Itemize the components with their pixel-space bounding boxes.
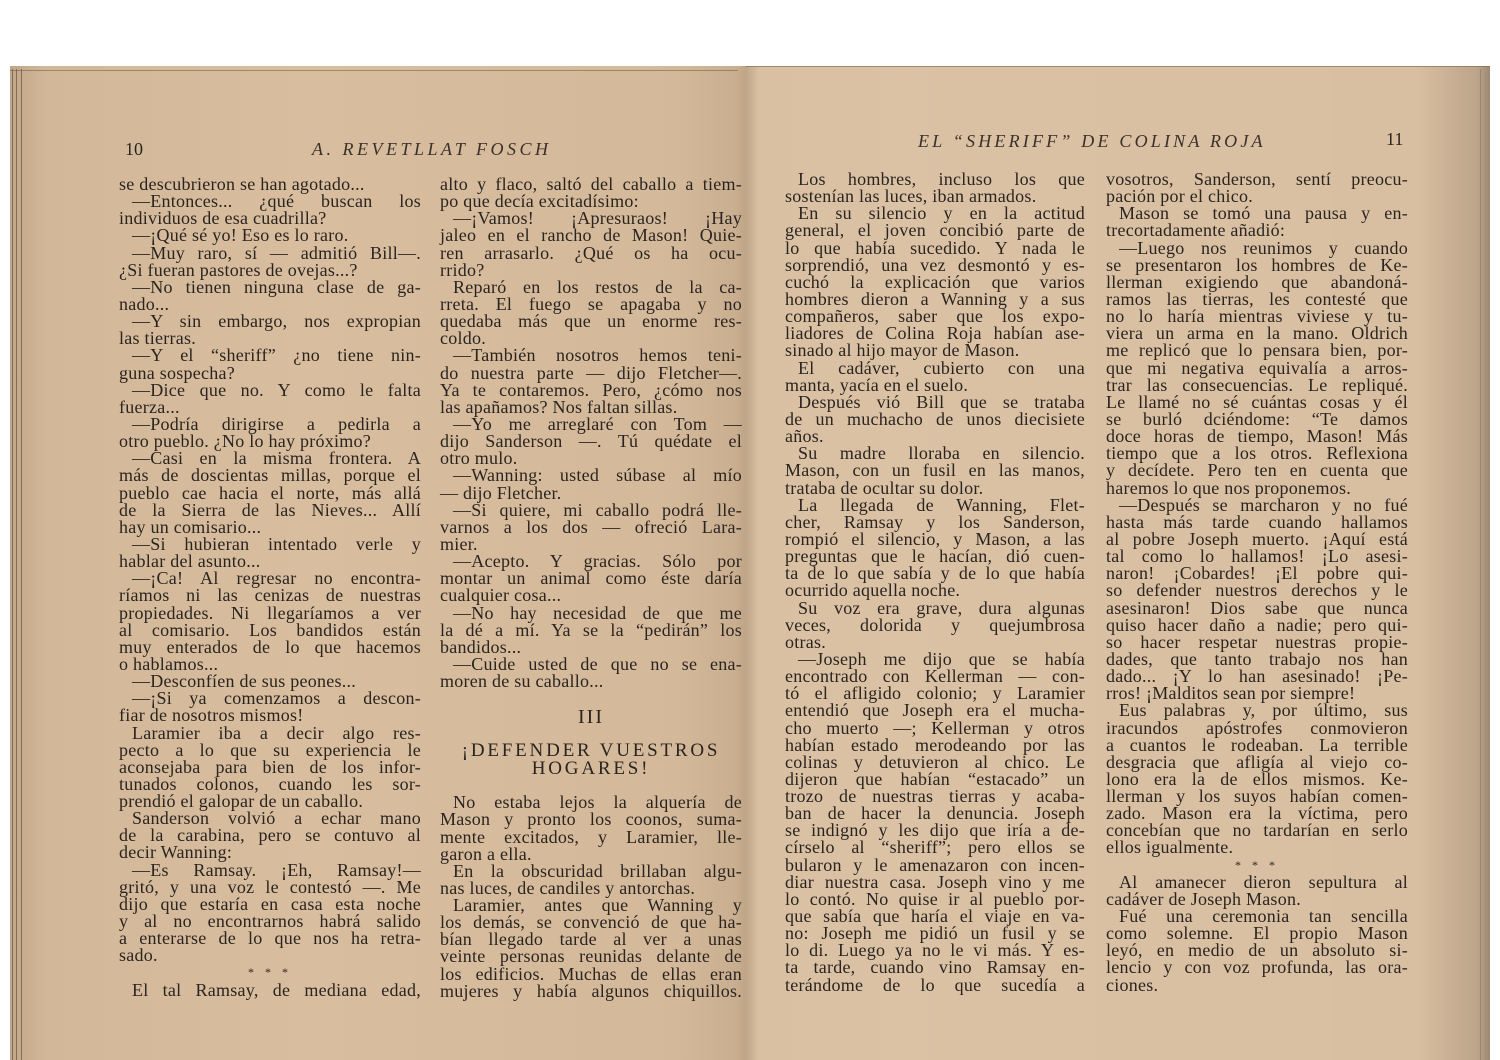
text-line: —También nosotros hemos teni-: [453, 345, 742, 366]
text-line: sado.: [119, 945, 158, 966]
paragraph: [440, 860, 742, 898]
chapter-title-line: HOGARES!: [531, 758, 651, 780]
text-line: trataba de ocultar su dolor.: [785, 477, 984, 498]
text-line: hablar del asunto...: [119, 551, 261, 572]
text-line: —¡Ca! Al regresar no encontra-: [132, 568, 421, 589]
text-line: do nuestra parte — dijo Fletcher—.: [440, 362, 742, 383]
paragraph: [785, 357, 1085, 395]
text-line: pueblo cae hacia el norte, más allá: [119, 482, 421, 503]
text-line: los edificios. Muchas de ellas eran: [440, 963, 742, 984]
text-line: trecortadamente añadió:: [1106, 220, 1286, 241]
paragraph: [440, 467, 742, 501]
text-line: las tierras.: [119, 328, 196, 349]
text-line: terándome de lo que sucedía a: [785, 974, 1085, 995]
text-line: Mason, con un fusil en las manos,: [785, 460, 1085, 481]
text-line: veinte personas reunidas delante de: [440, 946, 742, 967]
text-line: Laramier, antes que Wanning y: [453, 895, 742, 916]
text-line: Mason y pronto los coonos, suma-: [440, 809, 742, 830]
text-line: se presentaron los hombres de Ke-: [1106, 254, 1408, 275]
text-line: propiedades. Ni llegaríamos a ver: [119, 602, 421, 623]
page-edge-line: [21, 69, 22, 1060]
paragraph: [1106, 237, 1408, 498]
text-line: la dé a mí. Ya se la “pedirán” los: [440, 619, 742, 640]
left-page-number: 10: [125, 139, 143, 159]
text-line: rreta. El fuego se apagaba y no: [440, 293, 742, 314]
paragraph: [1106, 702, 1408, 856]
text-line: Sanderson volvió a echar mano: [132, 808, 421, 829]
text-line: cher, Ramsay y los Sanderson,: [785, 511, 1085, 532]
text-line: pación por el chico.: [1106, 186, 1253, 207]
section-separator: * * *: [1235, 857, 1279, 872]
text-line: fiar de nosotros mismos!: [119, 705, 304, 726]
text-line: al pobre Joseph muerto. ¡Aquí está: [1106, 528, 1408, 549]
paragraph: [1106, 205, 1408, 239]
text-line: naron! ¡Cobardes! ¡El pobre qui-: [1106, 563, 1408, 584]
text-line: No estaba lejos la alquería de: [453, 792, 742, 813]
paragraph: [440, 413, 742, 469]
text-line: rros! ¡Malditos sean por siempre!: [1106, 683, 1356, 704]
text-line: llerman y los suyos habían comen-: [1106, 786, 1408, 807]
text-line: Mason se tomó una pausa y en-: [1119, 203, 1408, 224]
text-line: dijo Sanderson —. Tú quédate el: [440, 431, 742, 452]
paragraph: [119, 533, 421, 572]
paragraph: [1106, 871, 1408, 909]
text-line: —Joseph me dijo que se había: [798, 648, 1085, 669]
text-line: hasta más tarde cuando hallamos: [1106, 511, 1408, 532]
text-line: ramos las tierras, les contesté que: [1106, 288, 1408, 309]
text-line: ban de hacer la denuncia. Joseph: [785, 803, 1085, 824]
paragraph: [119, 242, 421, 280]
text-line: tó el afligido colonio; y Laramier: [785, 683, 1085, 704]
right-page-column-1: [785, 171, 1085, 994]
paragraph: [785, 445, 1085, 496]
text-line: ocurrido aquella noche.: [785, 580, 961, 601]
text-line: El tal Ramsay, de mediana edad,: [132, 979, 421, 1000]
paragraph: [440, 210, 742, 279]
text-line: aconsejaba para bien de los infor-: [119, 756, 421, 777]
text-line: vosotros, Sanderson, sentí preocu-: [1106, 169, 1408, 189]
paragraph: [1106, 171, 1408, 205]
text-line: —Podría dirigirse a pedirla a: [132, 413, 421, 434]
text-line: dijo que estaría en casa esta noche: [119, 893, 421, 914]
text-line: gritó, y una voz le contestó —. Me: [119, 876, 421, 897]
text-line: habían estado merodeando por las: [785, 734, 1085, 755]
paragraph: [119, 276, 421, 314]
text-line: —Si hubieran intentado verle y: [132, 533, 421, 554]
text-line: alto y flaco, saltó del caballo a tiem-: [440, 174, 742, 194]
text-line: ríamos ni las cenizas de nuestras: [119, 585, 421, 606]
text-line: cualquier cosa...: [440, 585, 562, 606]
text-line: tal como lo hallamos! ¡Lo asesi-: [1106, 546, 1408, 567]
text-line: prendió el galopar de un caballo.: [119, 791, 364, 812]
text-line: se indignó y les dijo que iría a de-: [785, 820, 1085, 841]
text-line: ellos igualmente.: [1106, 837, 1234, 858]
text-line: Su voz era grave, dura algunas: [798, 597, 1085, 618]
text-line: dado... ¡Y lo han asesinado! ¡Pe-: [1106, 666, 1408, 687]
text-line: nas luces, de candiles y antorchas.: [440, 877, 696, 898]
text-line: Laramier iba a decir algo res-: [132, 722, 421, 743]
text-line: desgracia que afligía al viejo co-: [1106, 751, 1408, 772]
text-line: años.: [785, 426, 824, 447]
paragraph: [785, 391, 1085, 447]
text-line: zado. Mason era la víctima, pero: [1106, 803, 1408, 824]
text-line: lo contó. No quise ir al pueblo por-: [785, 888, 1085, 909]
paragraph: [440, 794, 742, 863]
text-line: iracundos apóstrofes conmovieron: [1106, 717, 1408, 738]
text-line: fuerza...: [119, 396, 180, 417]
text-line: Su madre lloraba en silencio.: [798, 443, 1085, 464]
text-line: moren de su caballo...: [440, 671, 604, 692]
text-line: que mi negativa equivalía a arros-: [1106, 357, 1408, 378]
text-line: La llegada de Wanning, Flet-: [798, 494, 1085, 515]
text-line: encontrado con Kellerman — con-: [785, 666, 1085, 687]
text-line: so defender nuestros derechos y le: [1106, 580, 1408, 601]
text-line: diar nuestra casa. Joseph vino y me: [785, 871, 1085, 892]
text-line: —Después se marcharon y no fué: [1119, 494, 1408, 515]
text-line: —Si quiere, mi caballo podrá lle-: [453, 499, 742, 520]
paragraph: [119, 313, 421, 347]
text-line: entendió que Joseph era el mucha-: [785, 700, 1085, 721]
text-line: las apañamos? Nos faltan sillas.: [440, 396, 678, 417]
text-line: que sabía que haría el viaje en va-: [785, 906, 1085, 927]
text-line: coldo.: [440, 328, 486, 349]
right-page-column-2: [1106, 171, 1408, 994]
text-line: lono era la de ellos mismos. Ke-: [1106, 768, 1408, 789]
text-line: Después vió Bill que se trataba: [798, 391, 1085, 412]
paragraph: [785, 205, 1085, 359]
text-line: Eus palabras y, por último, sus: [1119, 700, 1408, 721]
text-line: mier.: [440, 533, 478, 554]
text-line: lo que había sucedido. Y nada le: [785, 237, 1085, 258]
text-line: sostenían las luces, iban armados.: [785, 186, 1037, 207]
text-line: de un muchacho de unos diecisiete: [785, 408, 1085, 429]
text-line: concebían que no tardarían en serlo: [1106, 820, 1408, 841]
text-line: nado...: [119, 293, 170, 314]
text-line: Ya te contaremos. Pero, ¿cómo nos: [440, 379, 742, 400]
text-line: ren arrasarlo. ¿Qué os ha ocu-: [440, 242, 742, 263]
text-line: bandidos...: [440, 636, 522, 657]
left-running-head: A. REVETLLAT FOSCH: [312, 139, 552, 159]
text-line: otro mulo.: [440, 448, 518, 469]
text-line: bularon y le amenazaron con incen-: [785, 854, 1085, 875]
text-line: los demás, se convenció de que ha-: [440, 912, 742, 933]
text-line: cuchó la explicación que varios: [785, 271, 1085, 292]
text-line: varnos a los dos — ofreció Lara-: [440, 516, 742, 537]
text-line: jaleo en el rancho de Mason! Quie-: [440, 225, 742, 246]
text-line: cho muerto —; Kellerman y otros: [785, 717, 1085, 738]
text-line: Al amanecer dieron sepultura al: [1119, 871, 1408, 892]
text-line: —Acepto. Y gracias. Sólo por: [453, 551, 742, 572]
text-line: garon a ella.: [440, 843, 532, 864]
page-edge-line: [12, 69, 13, 1060]
paragraph: [440, 553, 742, 604]
paragraph: [440, 653, 742, 692]
text-line: Le llamé no sé cuántas cosas y él: [1106, 391, 1408, 412]
text-line: po que decía excitadísimo:: [440, 191, 639, 212]
text-line: no lo haría mientras viviese y tu-: [1106, 306, 1408, 327]
text-line: ta tarde, cuando vino Ramsay en-: [785, 957, 1085, 978]
text-line: En su silencio y en la actitud: [798, 203, 1085, 224]
paragraph: [119, 810, 421, 861]
text-line: hombres dieron a Wanning y a sus: [785, 288, 1085, 309]
text-line: decir Wanning:: [119, 842, 233, 863]
text-line: tunados colonos, cuando les sor-: [119, 773, 421, 794]
text-line: bían llegado tarde al ver a unas: [440, 929, 742, 950]
paragraph: [119, 979, 421, 1000]
text-line: —Cuide usted de que no se ena-: [453, 653, 742, 674]
text-line: —¡Vamos! ¡Apresuraos! ¡Hay: [453, 208, 742, 229]
paragraph: [119, 690, 421, 724]
text-line: guna sospecha?: [119, 362, 235, 383]
page-top-edge: [10, 70, 738, 71]
text-line: círselo al “sheriff”; pero ellos se: [785, 837, 1085, 858]
text-line: —Y sin embargo, nos expropian: [132, 311, 421, 332]
text-line: otras.: [785, 631, 826, 652]
text-line: se descubrieron se han agotado...: [119, 174, 365, 194]
text-line: al comisario. Los bandidos están: [119, 619, 421, 640]
text-line: otro pueblo. ¿No lo hay próximo?: [119, 431, 371, 452]
paragraph: [1106, 908, 1408, 994]
chapter-number: III: [578, 706, 604, 729]
paragraph: [785, 171, 1085, 205]
text-line: trozo de nuestras tierras y acaba-: [785, 786, 1085, 807]
text-line: dijeron que habían “estacado” un: [785, 768, 1085, 789]
chapter-title-line: ¡DEFENDER VUESTROS: [461, 740, 721, 762]
left-page-column-2: [440, 176, 742, 1000]
text-line: ¿Si fueran pastores de ovejas...?: [119, 259, 358, 280]
text-line: dades, que tanto trabajo nos han: [1106, 648, 1408, 669]
text-line: llerman exigiendo que abandoná-: [1106, 271, 1408, 292]
text-line: general, el joven concibió parte de: [785, 220, 1085, 241]
text-line: viera un arma en la mano. Oldrich: [1106, 323, 1408, 344]
text-line: muy enterados de lo que hacemos: [119, 636, 421, 657]
text-line: lo di. Luego ya no le vi más. Y es-: [785, 940, 1085, 961]
paragraph: [1106, 494, 1408, 704]
text-line: rrido?: [440, 259, 485, 280]
text-line: y decídete. Pero ten en cuenta que: [1106, 460, 1408, 481]
text-line: —No hay necesidad de que me: [453, 602, 742, 623]
text-line: cadáver de Joseph Mason.: [1106, 888, 1301, 909]
text-line: pecto a lo que su experiencia le: [119, 739, 421, 760]
paragraph: [119, 347, 421, 381]
text-line: hay un comisario...: [119, 516, 262, 537]
paragraph: [440, 347, 742, 416]
text-line: se burló dciéndome: “Te damos: [1106, 408, 1408, 429]
text-line: como solemne. El propio Mason: [1106, 923, 1408, 944]
paragraph: [440, 176, 742, 210]
text-line: quiso hacer daño a nadie; pero qui-: [1106, 614, 1408, 635]
text-line: individuos de esa cuadrilla?: [119, 208, 327, 229]
text-line: — dijo Fletcher.: [440, 482, 562, 503]
text-line: —No tienen ninguna clase de ga-: [132, 276, 421, 297]
text-line: El cadáver, cubierto con una: [798, 357, 1085, 378]
text-line: montar un animal como éste daría: [440, 568, 742, 589]
text-line: compañeros, saber que los expo-: [785, 306, 1085, 327]
right-page-number: 11: [1386, 129, 1404, 149]
text-line: preguntas que le hacían, dió cuen-: [785, 546, 1085, 567]
text-line: —Muy raro, sí — admitió Bill—.: [132, 242, 421, 263]
paragraph: [119, 193, 421, 227]
text-line: Fué una ceremonia tan sencilla: [1119, 906, 1408, 927]
text-line: ta de lo que sabía y de lo que había: [785, 563, 1085, 584]
text-line: —Desconfíen de sus peones...: [132, 671, 356, 692]
text-line: —Dice que no. Y como le falta: [132, 379, 421, 400]
paragraph: [119, 859, 421, 966]
text-line: haremos lo que nos proponemos.: [1106, 477, 1351, 498]
text-line: trar las consecuencias. Le repliqué.: [1106, 374, 1408, 395]
text-line: En la obscuridad brillaban algu-: [453, 860, 742, 881]
paragraph: [785, 648, 1085, 995]
text-line: ciones.: [1106, 974, 1159, 995]
left-page-column-1: [119, 176, 421, 999]
page-edge-line: [1480, 69, 1481, 1060]
text-line: colinas y detuvieron al chico. Le: [785, 751, 1085, 772]
text-line: —Wanning: usted súbase al mío: [453, 465, 742, 486]
text-line: tiempo que a los otros. Reflexiona: [1106, 443, 1408, 464]
text-line: a enterarse de lo que nos ha retra-: [119, 928, 421, 949]
section-separator: * * *: [248, 965, 292, 980]
text-line: leyó, en medio de un absoluto si-: [1106, 940, 1408, 961]
text-line: quedaba más que un enorme res-: [440, 311, 742, 332]
text-line: liadores de Colina Roja habían ase-: [785, 323, 1085, 344]
text-line: lencio y con voz profunda, las ora-: [1106, 957, 1408, 978]
text-line: de la carabina, pero se contuvo al: [119, 825, 421, 846]
text-line: a cuantos le rodeaban. La terrible: [1106, 734, 1408, 755]
page-edge-line: [16, 69, 17, 1060]
text-line: o hablamos...: [119, 653, 219, 674]
text-line: y al no encontrarnos habrá salido: [119, 911, 421, 932]
text-line: —Entonces... ¿qué buscan los: [132, 191, 421, 212]
text-line: sinado al hijo mayor de Mason.: [785, 340, 1020, 361]
paragraph: [440, 602, 742, 657]
text-line: Reparó en los restos de la ca-: [453, 276, 742, 297]
paragraph: [440, 897, 742, 1000]
paragraph: [785, 494, 1085, 601]
paragraph: [785, 597, 1085, 652]
paragraph: [119, 379, 421, 417]
text-line: veces, dolorida y quejumbrosa: [785, 614, 1085, 635]
right-running-head: EL “SHERIFF” DE COLINA ROJA: [918, 131, 1266, 151]
chapter-title: [440, 742, 742, 778]
text-line: de la Sierra de las Nieves... Allí: [119, 499, 421, 520]
text-line: —Casi en la misma frontera. A: [132, 448, 421, 469]
text-line: —¡Si ya comenzamos a descon-: [132, 688, 421, 709]
text-line: so hacer respetar nuestras propie-: [1106, 631, 1408, 652]
text-line: —Yo me arreglaré con Tom —: [453, 413, 742, 434]
text-line: rompió el silencio, y Mason, a las: [785, 528, 1085, 549]
text-line: Los hombres, incluso los que: [798, 169, 1085, 189]
text-line: me replicó que lo pensara bien, por-: [1106, 340, 1408, 361]
text-line: doce horas de tiempo, Mason! Más: [1106, 426, 1408, 447]
text-line: mente excitados, y Laramier, lle-: [440, 826, 742, 847]
page-top-edge: [746, 66, 1490, 67]
paragraph: [119, 227, 421, 244]
text-line: —¡Qué sé yo! Eso es lo raro.: [132, 225, 349, 246]
text-line: —Y el “sheriff” ¿no tiene nin-: [132, 345, 421, 366]
paragraph: [119, 570, 421, 673]
paragraph: [119, 450, 421, 536]
paragraph: [440, 276, 742, 349]
text-line: mujeres y había algunos chiquillos.: [440, 980, 742, 1001]
paragraph: [119, 413, 421, 452]
text-line: asesinaron! Dios sabe que nunca: [1106, 597, 1408, 618]
text-line: manta, yacía en el suelo.: [785, 374, 969, 395]
paragraph: [440, 499, 742, 554]
text-line: más de doscientas millas, porque el: [119, 465, 421, 486]
paragraph: [119, 722, 421, 812]
text-line: —Es Ramsay. ¡Eh, Ramsay!—: [132, 859, 421, 880]
text-line: sorprendió, una vez desmontó y es-: [785, 254, 1085, 275]
text-line: no: Joseph me pidió un fusil y se: [785, 923, 1085, 944]
text-line: —Luego nos reunimos y cuando: [1119, 237, 1408, 258]
